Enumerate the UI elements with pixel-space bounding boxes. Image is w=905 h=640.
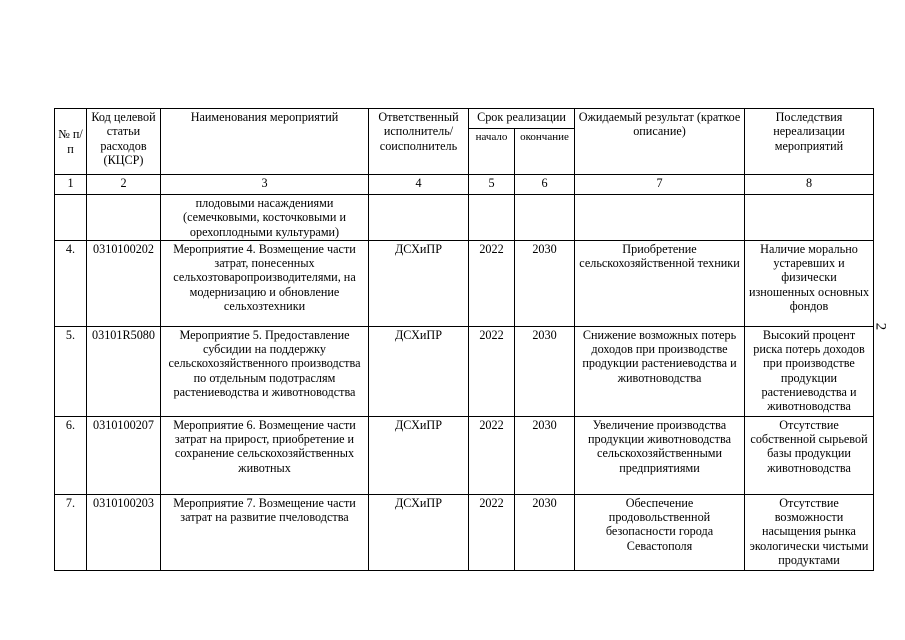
header-result: Ожидаемый результат (краткое описание) — [575, 109, 745, 175]
continuation-name: плодовыми насаждениями (семечковыми, косточковыми и орехоплодными культурами) — [161, 195, 369, 241]
table-row — [55, 416, 874, 494]
col-number: 4 — [369, 175, 469, 195]
row-num: 5. — [55, 326, 87, 416]
continuation-row — [55, 195, 874, 241]
row-result: Увеличение производства продукции животноводства сельскохозяйственными предприятиями — [575, 416, 745, 494]
header-num: № п/п — [55, 109, 87, 175]
page-number: 2 — [872, 322, 889, 331]
header-name: Наименования мероприятий — [161, 109, 369, 175]
row-result: Снижение возможных потерь доходов при производстве продукции растениеводства и животноводства — [575, 326, 745, 416]
header-start: начало — [469, 129, 515, 175]
row-consequences: Отсутствие возможности насыщения рынка экологически чистыми продуктами — [745, 494, 874, 570]
activities-table — [54, 108, 874, 571]
row-start: 2022 — [469, 326, 515, 416]
col-number: 1 — [55, 175, 87, 195]
row-responsible: ДСХиПР — [369, 416, 469, 494]
row-start: 2022 — [469, 240, 515, 326]
col-number: 6 — [515, 175, 575, 195]
row-end: 2030 — [515, 416, 575, 494]
col-number: 8 — [745, 175, 874, 195]
row-num: 6. — [55, 416, 87, 494]
header-code: Код целевой статьи расходов (КЦСР) — [87, 109, 161, 175]
row-name: Мероприятие 5. Предоставление субсидии на поддержку сельскохозяйственного производства по отдельным подотраслям растениеводства и животноводства — [161, 326, 369, 416]
row-num: 7. — [55, 494, 87, 570]
row-code: 0310100207 — [87, 416, 161, 494]
table-row — [55, 240, 874, 326]
row-end: 2030 — [515, 326, 575, 416]
column-number-row — [55, 175, 874, 195]
row-result: Обеспечение продовольственной безопасности города Севастополя — [575, 494, 745, 570]
row-num: 4. — [55, 240, 87, 326]
row-code: 0310100202 — [87, 240, 161, 326]
row-code: 03101R5080 — [87, 326, 161, 416]
col-number: 2 — [87, 175, 161, 195]
table-row — [55, 494, 874, 570]
header-term: Срок реализации — [469, 109, 575, 129]
header-end: окончание — [515, 129, 575, 175]
row-consequences: Отсутствие собственной сырьевой базы продукции животноводства — [745, 416, 874, 494]
row-start: 2022 — [469, 494, 515, 570]
header-row — [55, 109, 874, 129]
col-number: 7 — [575, 175, 745, 195]
row-result: Приобретение сельскохозяйственной техники — [575, 240, 745, 326]
table-row — [55, 326, 874, 416]
row-name: Мероприятие 7. Возмещение части затрат на развитие пчеловодства — [161, 494, 369, 570]
row-responsible: ДСХиПР — [369, 494, 469, 570]
row-responsible: ДСХиПР — [369, 326, 469, 416]
row-responsible: ДСХиПР — [369, 240, 469, 326]
row-code: 0310100203 — [87, 494, 161, 570]
row-end: 2030 — [515, 494, 575, 570]
row-end: 2030 — [515, 240, 575, 326]
row-consequences: Наличие морально устаревших и физически изношенных основных фондов — [745, 240, 874, 326]
row-name: Мероприятие 4. Возмещение части затрат, понесенных сельхозтоваропроизводителями, на модернизацию и обновление сельхозтехники — [161, 240, 369, 326]
col-number: 3 — [161, 175, 369, 195]
row-consequences: Высокий процент риска потерь доходов при производстве продукции растениеводства и животноводства — [745, 326, 874, 416]
row-start: 2022 — [469, 416, 515, 494]
col-number: 5 — [469, 175, 515, 195]
header-consequences: Последствия нереализации мероприятий — [745, 109, 874, 175]
header-responsible: Ответственный исполнитель/ соисполнитель — [369, 109, 469, 175]
row-name: Мероприятие 6. Возмещение части затрат на прирост, приобретение и сохранение сельскохозяйственных животных — [161, 416, 369, 494]
